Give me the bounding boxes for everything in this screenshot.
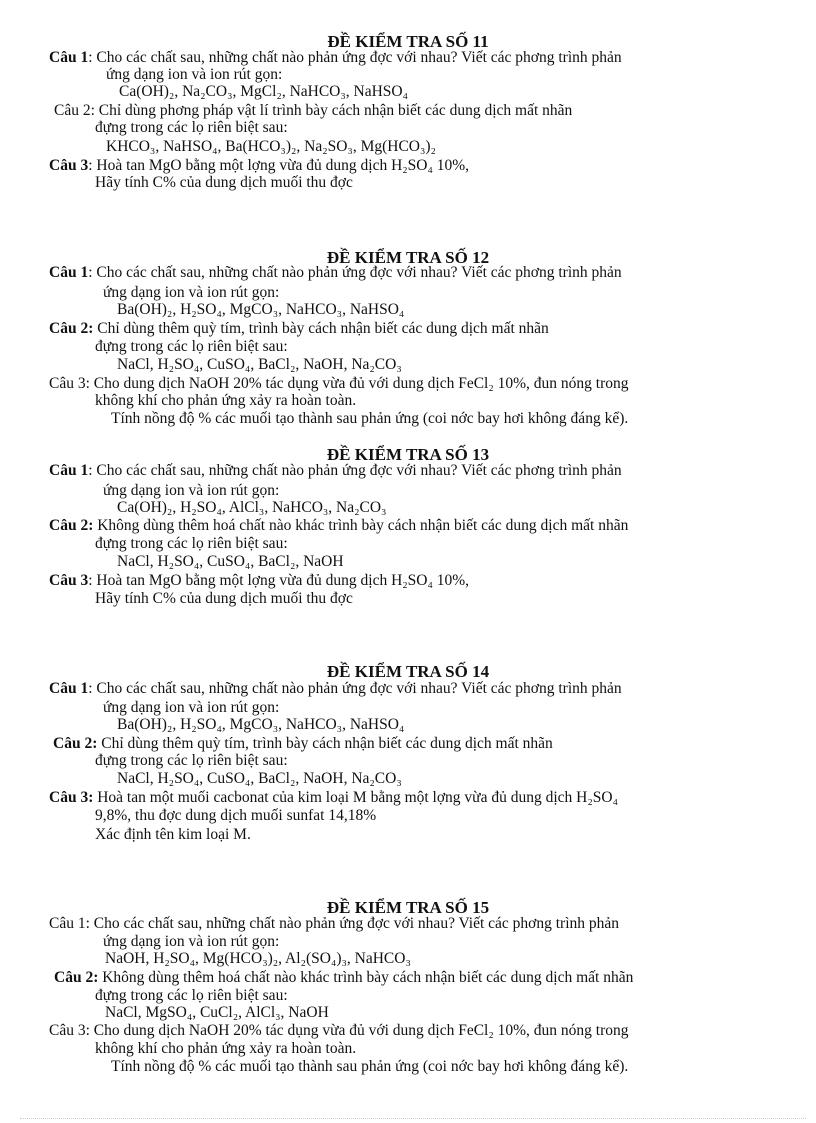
question-text: : Cho các chất sau, những chất nào phản ứng đợc với nhau? Viết các phơng trình phản	[88, 264, 622, 281]
question-2	[49, 517, 628, 534]
text-line: ứng dạng ion và ion rút gọn:	[103, 699, 280, 716]
formula-line: NaCl, H₂SO₄, CuSO₄, BaCl₂, NaOH, Na₂CO₃	[117, 356, 402, 373]
question-3	[49, 157, 469, 174]
question-label: Câu 1	[49, 264, 89, 281]
question-text: Không dùng thêm hoá chất nào khác trình bày cách nhận biết các dung dịch mất nhãn	[93, 517, 629, 534]
text-line: Tính nồng độ % các muối tạo thành sau phản ứng (coi nớc bay hơi không đáng kể).	[111, 410, 629, 427]
text-line: đựng trong các lọ riên biệt sau:	[95, 535, 288, 552]
section-title: ĐỀ KIỂM TRA SỐ 11	[327, 32, 489, 51]
question-3: Câu 3: Cho dung dịch NaOH 20% tác dụng vừa đủ với dung dịch FeCl₂ 10%, đun nóng trong	[49, 1022, 629, 1039]
section-title: ĐỀ KIỂM TRA SỐ 14	[326, 662, 490, 681]
question-2	[49, 320, 549, 337]
question-1	[49, 462, 622, 479]
question-1	[49, 264, 622, 281]
question-text: : Cho các chất sau, những chất nào phản ứng đợc với nhau? Viết các phơng trình phản	[88, 462, 622, 479]
section-title: ĐỀ KIỂM TRA SỐ 15	[326, 898, 490, 917]
question-label: Câu 2:	[53, 735, 98, 752]
question-label: Câu 3	[49, 572, 89, 589]
question-text: Chỉ dùng thêm quỳ tím, trình bày cách nhận biết các dung dịch mất nhãn	[97, 735, 553, 752]
text-line: 9,8%, thu đợc dung dịch muối sunfat 14,18%	[95, 807, 377, 824]
text-line: đựng trong các lọ riên biệt sau:	[95, 752, 288, 769]
question-2	[53, 735, 553, 752]
question-text: Hoà tan một muối cacbonat của kim loại M bằng một lợng vừa đủ dung dịch H₂SO₄	[93, 789, 618, 806]
section-title: ĐỀ KIỂM TRA SỐ 13	[326, 445, 490, 464]
text-line: Xác định tên kim loại M.	[95, 826, 251, 843]
question-label: Câu 2:	[54, 969, 99, 986]
text-line: Tính nồng độ % các muối tạo thành sau phản ứng (coi nớc bay hơi không đáng kể).	[111, 1058, 629, 1075]
text-line: đựng trong các lọ riên biệt sau:	[95, 119, 288, 136]
question-text: Chỉ dùng thêm quỳ tím, trình bày cách nhận biết các dung dịch mất nhãn	[93, 320, 549, 337]
formula-line: Ba(OH)₂, H₂SO₄, MgCO₃, NaHCO₃, NaHSO₄	[117, 716, 405, 733]
formula-line: Ca(OH)₂, Na₂CO₃, MgCl₂, NaHCO₃, NaHSO₄	[119, 83, 409, 100]
text-line: ứng dạng ion và ion rút gọn:	[103, 482, 280, 499]
question-text: : Hoà tan MgO bằng một lợng vừa đủ dung dịch H₂SO₄ 10%,	[88, 572, 470, 589]
formula-line: Ba(OH)₂, H₂SO₄, MgCO₃, NaHCO₃, NaHSO₄	[117, 301, 405, 318]
question-label: Câu 3	[49, 157, 89, 174]
text-line: đựng trong các lọ riên biệt sau:	[95, 338, 288, 355]
question-1	[49, 680, 622, 697]
page-bottom-divider	[20, 1118, 806, 1119]
text-line: Hãy tính C% của dung dịch muối thu đợc	[95, 174, 353, 191]
formula-line: NaCl, H₂SO₄, CuSO₄, BaCl₂, NaOH, Na₂CO₃	[117, 770, 402, 787]
text-line: Hãy tính C% của dung dịch muối thu đợc	[95, 590, 353, 607]
text-line: ứng dạng ion và ion rút gọn:	[103, 933, 280, 950]
question-2: Câu 2: Chỉ dùng phơng pháp vật lí trình bày cách nhận biết các dung dịch mất nhãn	[54, 102, 573, 119]
question-label: Câu 3:	[49, 789, 94, 806]
question-label: Câu 1	[49, 462, 89, 479]
formula-line: NaOH, H₂SO₄, Mg(HCO₃)₂, Al₂(SO₄)₃, NaHCO₃	[105, 950, 411, 967]
question-label: Câu 1	[49, 49, 89, 66]
question-2	[54, 969, 633, 986]
question-3	[49, 572, 469, 589]
question-1	[49, 49, 622, 66]
question-text: : Hoà tan MgO bằng một lợng vừa đủ dung dịch H₂SO₄ 10%,	[88, 157, 470, 174]
question-1: Câu 1: Cho các chất sau, những chất nào phản ứng đợc với nhau? Viết các phơng trình phản	[49, 915, 620, 932]
text-line: ứng dạng ion và ion rút gọn:	[103, 284, 280, 301]
question-label: Câu 2:	[49, 320, 94, 337]
formula-line: KHCO₃, NaHSO₄, Ba(HCO₃)₂, Na₂SO₃, Mg(HCO₃)₂	[106, 138, 436, 155]
formula-line: NaCl, MgSO₄, CuCl₂, AlCl₃, NaOH	[105, 1004, 329, 1021]
question-label: Câu 2:	[49, 517, 94, 534]
text-line: không khí cho phản ứng xảy ra hoàn toàn.	[95, 1040, 357, 1057]
question-text: Không dùng thêm hoá chất nào khác trình bày cách nhận biết các dung dịch mất nhãn	[98, 969, 634, 986]
formula-line: NaCl, H₂SO₄, CuSO₄, BaCl₂, NaOH	[117, 553, 344, 570]
text-line: đựng trong các lọ riên biệt sau:	[95, 987, 288, 1004]
question-text: : Cho các chất sau, những chất nào phản ứng đợc với nhau? Viết các phơng trình phản	[88, 680, 622, 697]
section-title: ĐỀ KIỂM TRA SỐ 12	[326, 248, 490, 267]
question-3: Câu 3: Cho dung dịch NaOH 20% tác dụng vừa đủ với dung dịch FeCl₂ 10%, đun nóng trong	[49, 375, 629, 392]
formula-line: Ca(OH)₂, H₂SO₄, AlCl₃, NaHCO₃, Na₂CO₃	[117, 499, 387, 516]
text-line: không khí cho phản ứng xảy ra hoàn toàn.	[95, 392, 357, 409]
question-3	[49, 789, 618, 806]
question-text: : Cho các chất sau, những chất nào phản ứng đợc với nhau? Viết các phơng trình phản	[88, 49, 622, 66]
text-line: ứng dạng ion và ion rút gọn:	[106, 66, 283, 83]
question-label: Câu 1	[49, 680, 89, 697]
